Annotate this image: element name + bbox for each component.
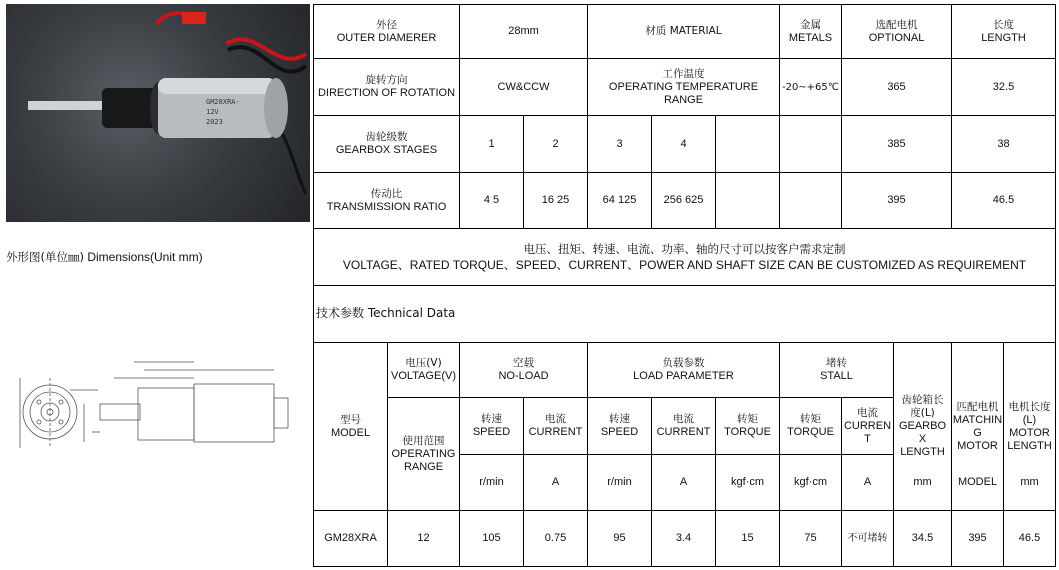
- temperature-label: 工作温度 OPERATING TEMPERATURE RANGE: [608, 67, 759, 106]
- stall-torque-value: 75: [804, 532, 817, 544]
- material-value: 金属 METALS: [788, 18, 833, 44]
- option-length-3: 46.5: [992, 194, 1015, 206]
- option-length-1: 32.5: [992, 80, 1015, 93]
- svg-text:2023: 2023: [206, 118, 223, 126]
- unit-current: A: [551, 476, 560, 488]
- l-torque-value: 15: [741, 532, 754, 544]
- customization-note: 电压、扭矩、转速、电流、功率、轴的尺寸可以按客户需求定制 VOLTAGE、RATED TORQUE、SPEED、CURRENT、POWER AND SHAFT SIZE CAN BE CUSTOMIZED AS REQUIREMENT: [342, 242, 1027, 272]
- unit-torque: kgf·cm: [731, 476, 764, 488]
- stage-value: 4: [680, 137, 687, 150]
- ratio-value: 64 125: [602, 194, 637, 206]
- nl-speed-header: 转速 SPEED: [472, 413, 511, 438]
- motor-value: 395: [968, 532, 987, 544]
- gearbox-length-value: 34.5: [911, 532, 934, 544]
- voltage-header: 电压(V) VOLTAGE(V): [391, 357, 456, 382]
- stall-current-header: 电流 CURREN T: [843, 406, 892, 445]
- load-parameter-header: 负载参数 LOAD PARAMETER: [633, 357, 734, 382]
- model-header: 型号 MODEL: [330, 413, 371, 439]
- gearbox-length-header: 齿轮箱长 度(L) GEARBO X LENGTH: [898, 394, 947, 458]
- l-torque-header: 转矩 TORQUE: [724, 413, 771, 438]
- dimension-schematic: [4, 292, 310, 562]
- dimensions-label: 外形图(单位㎜) Dimensions(Unit mm): [6, 250, 203, 264]
- l-speed-header: 转速 SPEED: [600, 413, 639, 438]
- unit-speed: r/min: [479, 476, 504, 488]
- motor-length-value: 46.5: [1018, 532, 1041, 544]
- l-current-header: 电流 CURRENT: [656, 413, 711, 438]
- stall-header: 堵转 STALL: [820, 357, 853, 382]
- temperature-value: -20~+65℃: [781, 81, 840, 93]
- matching-motor-header: 匹配电机 MATCHIN G MOTOR: [952, 400, 1003, 452]
- voltage-value: 12: [417, 532, 430, 544]
- ratio-value: 256 625: [663, 194, 704, 206]
- ratio-value: 16 25: [541, 194, 570, 206]
- material-label: 材质 MATERIAL: [645, 25, 722, 37]
- model-value: GM28XRA: [324, 532, 377, 544]
- unit-current: A: [863, 476, 872, 488]
- option-length-2: 38: [997, 137, 1010, 150]
- ratio-value: 4 5: [483, 194, 500, 206]
- unit-current: A: [679, 476, 688, 488]
- nl-current-value: 0.75: [544, 532, 567, 544]
- no-load-header: 空载 NO-LOAD: [498, 357, 549, 382]
- svg-text:12V: 12V: [206, 108, 219, 116]
- gear-motor-illustration: [6, 4, 310, 222]
- operating-range-header: 使用范围 OPERATING RANGE: [391, 434, 456, 473]
- option-motor-3: 395: [887, 194, 906, 206]
- stall-torque-header: 转矩 TORQUE: [787, 413, 834, 438]
- optional-motor-header: 选配电机 OPTIONAL: [868, 18, 925, 44]
- option-motor-2: 385: [887, 137, 906, 150]
- length-header: 长度 LENGTH: [981, 18, 1026, 44]
- product-photo: [6, 4, 310, 222]
- gearbox-stages-label: 齿轮级数 GEARBOX STAGES: [335, 131, 438, 156]
- l-current-value: 3.4: [675, 532, 692, 544]
- option-motor-1: 365: [887, 80, 906, 93]
- rotation-label: 旋转方向 DIRECTION OF ROTATION: [317, 74, 456, 99]
- technical-data-title: 技术参数 Technical Data: [316, 306, 456, 320]
- unit-mm: mm: [913, 476, 932, 488]
- unit-mm: mm: [1020, 476, 1039, 488]
- transmission-ratio-label: 传动比 TRANSMISSION RATIO: [326, 187, 447, 213]
- unit-speed: r/min: [607, 476, 632, 488]
- l-speed-value: 95: [613, 532, 626, 544]
- dimension-drawing: [4, 292, 310, 562]
- nl-current-header: 电流 CURRENT: [528, 413, 583, 438]
- svg-text:GM28XRA-: GM28XRA-: [206, 98, 240, 106]
- rotation-value: CW&CCW: [497, 80, 550, 93]
- outer-diameter-label: 外径 OUTER DIAMERER: [336, 18, 437, 44]
- stage-value: 3: [616, 137, 623, 150]
- stage-value: 2: [552, 137, 559, 150]
- outer-diameter-value: 28mm: [508, 25, 539, 37]
- stage-value: 1: [488, 137, 495, 150]
- unit-model: MODEL: [957, 476, 998, 488]
- connector-icon: [182, 12, 206, 24]
- unit-torque: kgf·cm: [794, 476, 827, 488]
- motor-length-header: 电机长度 (L) MOTOR LENGTH: [1007, 400, 1052, 452]
- nl-speed-value: 105: [482, 532, 501, 544]
- stall-current-value: 不可堵转: [847, 533, 888, 544]
